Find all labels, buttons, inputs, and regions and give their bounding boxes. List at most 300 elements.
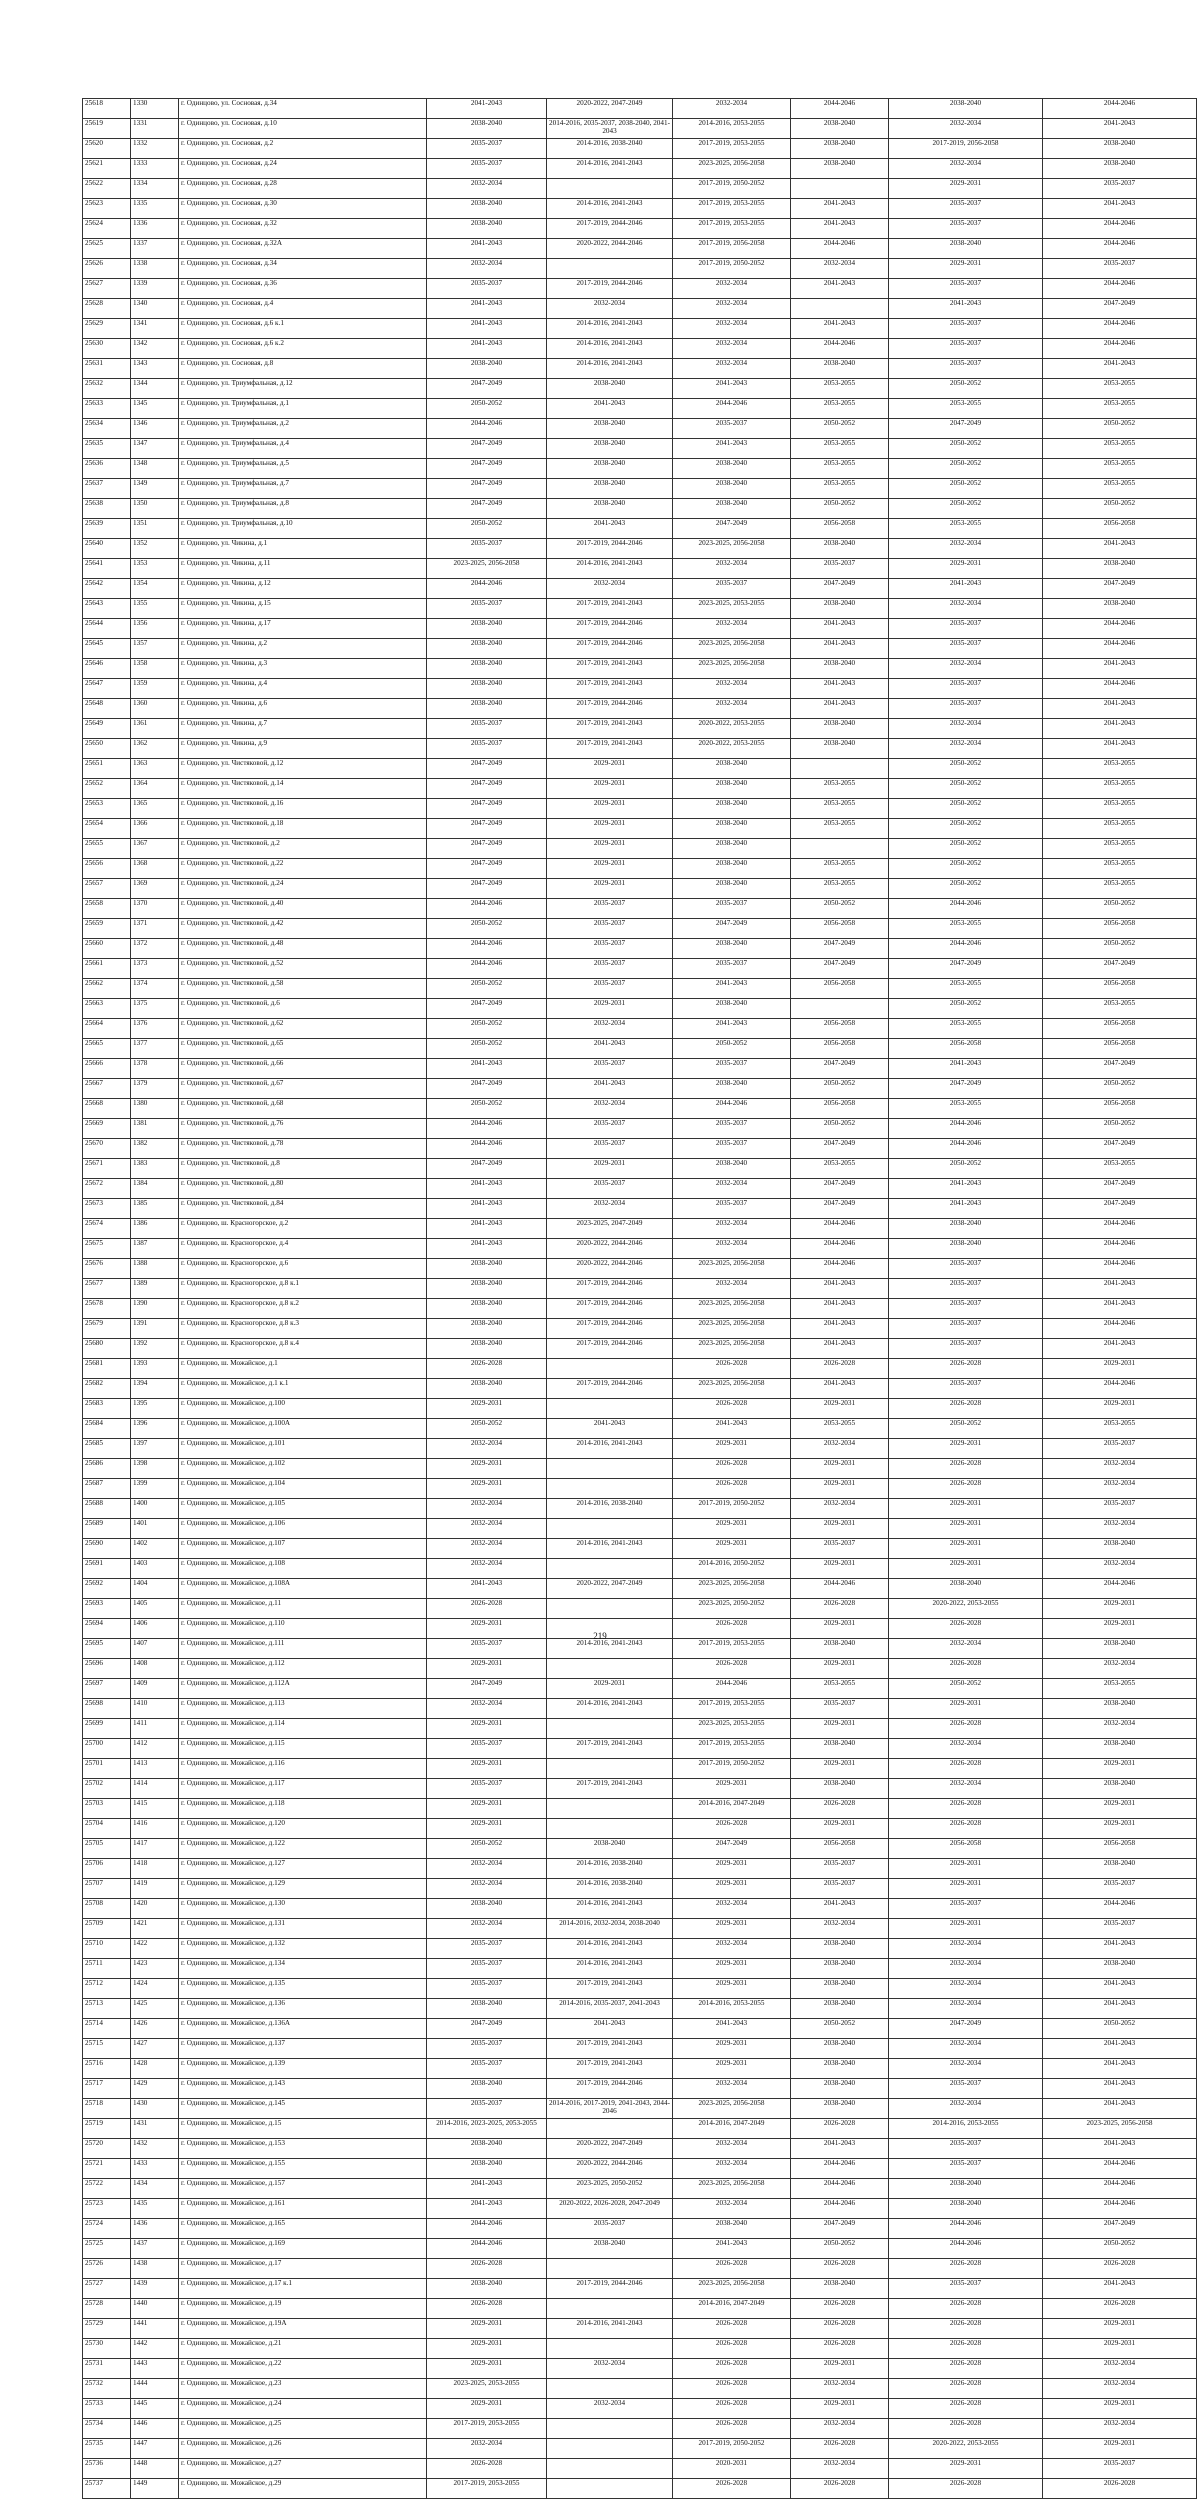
period-1-cell: 2050-2052	[427, 519, 547, 539]
period-5-cell: 2026-2028	[889, 2479, 1043, 2499]
table-row	[83, 459, 1197, 479]
period-4-cell: 2032-2034	[791, 259, 889, 279]
period-1-cell: 2041-2043	[427, 339, 547, 359]
object-id-cell: 1381	[131, 1119, 179, 1139]
period-1-cell: 2047-2049	[427, 879, 547, 899]
period-5-cell: 2026-2028	[889, 2319, 1043, 2339]
period-2-cell: 2035-2037	[547, 1059, 673, 1079]
address-cell: г. Одинцово, ул. Чистяковой, д.52	[179, 959, 427, 979]
period-6-cell: 2044-2046	[1043, 619, 1197, 639]
period-2-cell: 2029-2031	[547, 1159, 673, 1179]
period-5-cell: 2032-2034	[889, 719, 1043, 739]
period-6-cell: 2029-2031	[1043, 1799, 1197, 1819]
period-3-cell: 2023-2025, 2056-2058	[673, 639, 791, 659]
period-4-cell: 2050-2052	[791, 499, 889, 519]
period-3-cell: 2032-2034	[673, 299, 791, 319]
period-2-cell: 2014-2016, 2041-2043	[547, 159, 673, 179]
table-row	[83, 919, 1197, 939]
period-3-cell: 2017-2019, 2050-2052	[673, 259, 791, 279]
object-id-cell: 1395	[131, 1399, 179, 1419]
period-1-cell: 2038-2040	[427, 219, 547, 239]
period-3-cell: 2035-2037	[673, 899, 791, 919]
period-4-cell: 2047-2049	[791, 579, 889, 599]
period-4-cell: 2050-2052	[791, 1119, 889, 1139]
period-4-cell: 2026-2028	[791, 2259, 889, 2279]
period-2-cell: 2017-2019, 2041-2043	[547, 2039, 673, 2059]
table-row	[83, 1019, 1197, 1039]
object-id-cell: 1366	[131, 819, 179, 839]
object-id-cell: 1340	[131, 299, 179, 319]
object-id-cell: 1442	[131, 2339, 179, 2359]
address-cell: г. Одинцово, ул. Сосновая, д.24	[179, 159, 427, 179]
period-1-cell: 2035-2037	[427, 139, 547, 159]
period-1-cell: 2047-2049	[427, 839, 547, 859]
object-id-cell: 1444	[131, 2379, 179, 2399]
period-1-cell: 2038-2040	[427, 1259, 547, 1279]
table-row	[83, 2219, 1197, 2239]
period-1-cell: 2041-2043	[427, 1239, 547, 1259]
period-5-cell: 2044-2046	[889, 899, 1043, 919]
period-4-cell: 2032-2034	[791, 1439, 889, 1459]
period-3-cell: 2023-2025, 2056-2058	[673, 539, 791, 559]
period-1-cell: 2032-2034	[427, 1499, 547, 1519]
object-id-cell: 1380	[131, 1099, 179, 1119]
table-row	[83, 1859, 1197, 1879]
row-number-cell: 25729	[83, 2319, 131, 2339]
period-5-cell: 2026-2028	[889, 2359, 1043, 2379]
address-cell: г. Одинцово, ул. Чистяковой, д.80	[179, 1179, 427, 1199]
period-4-cell: 2038-2040	[791, 159, 889, 179]
period-1-cell: 2044-2046	[427, 959, 547, 979]
table-row	[83, 839, 1197, 859]
period-2-cell: 2029-2031	[547, 879, 673, 899]
period-6-cell: 2041-2043	[1043, 2139, 1197, 2159]
period-5-cell: 2029-2031	[889, 559, 1043, 579]
period-6-cell: 2041-2043	[1043, 2039, 1197, 2059]
object-id-cell: 1331	[131, 119, 179, 139]
period-5-cell: 2035-2037	[889, 2279, 1043, 2299]
table-row	[83, 739, 1197, 759]
period-4-cell	[791, 999, 889, 1019]
period-2-cell: 2029-2031	[547, 839, 673, 859]
period-1-cell: 2047-2049	[427, 779, 547, 799]
row-number-cell: 25639	[83, 519, 131, 539]
period-3-cell: 2047-2049	[673, 1839, 791, 1859]
period-4-cell: 2032-2034	[791, 1499, 889, 1519]
period-6-cell: 2038-2040	[1043, 159, 1197, 179]
period-1-cell: 2032-2034	[427, 1859, 547, 1879]
period-4-cell: 2047-2049	[791, 1139, 889, 1159]
period-4-cell: 2053-2055	[791, 379, 889, 399]
period-6-cell: 2044-2046	[1043, 239, 1197, 259]
period-6-cell: 2053-2055	[1043, 759, 1197, 779]
period-6-cell: 2041-2043	[1043, 739, 1197, 759]
period-5-cell: 2050-2052	[889, 439, 1043, 459]
period-2-cell	[547, 2379, 673, 2399]
address-cell: г. Одинцово, ш. Можайское, д.22	[179, 2359, 427, 2379]
period-3-cell: 2035-2037	[673, 579, 791, 599]
address-cell: г. Одинцово, ш. Красногорское, д.8 к.2	[179, 1299, 427, 1319]
period-6-cell: 2041-2043	[1043, 659, 1197, 679]
period-6-cell: 2050-2052	[1043, 2019, 1197, 2039]
row-number-cell: 25683	[83, 1399, 131, 1419]
period-1-cell: 2038-2040	[427, 2279, 547, 2299]
period-4-cell: 2029-2031	[791, 1519, 889, 1539]
address-cell: г. Одинцово, ул. Чистяковой, д.2	[179, 839, 427, 859]
period-2-cell: 2014-2016, 2041-2043	[547, 199, 673, 219]
period-5-cell: 2032-2034	[889, 1939, 1043, 1959]
period-2-cell: 2014-2016, 2035-2037, 2041-2043	[547, 1999, 673, 2019]
period-5-cell: 2032-2034	[889, 539, 1043, 559]
period-2-cell: 2029-2031	[547, 1679, 673, 1699]
row-number-cell: 25706	[83, 1859, 131, 1879]
period-6-cell: 2047-2049	[1043, 299, 1197, 319]
period-2-cell: 2014-2016, 2041-2043	[547, 2319, 673, 2339]
address-cell: г. Одинцово, ул. Чистяковой, д.42	[179, 919, 427, 939]
period-5-cell: 2050-2052	[889, 779, 1043, 799]
address-cell: г. Одинцово, ш. Можайское, д.113	[179, 1699, 427, 1719]
period-4-cell: 2044-2046	[791, 1259, 889, 1279]
row-number-cell: 25707	[83, 1879, 131, 1899]
table-row	[83, 1379, 1197, 1399]
period-4-cell: 2035-2037	[791, 559, 889, 579]
period-6-cell: 2038-2040	[1043, 1539, 1197, 1559]
object-id-cell: 1431	[131, 2119, 179, 2139]
table-row	[83, 1819, 1197, 1839]
schedule-table	[82, 98, 1197, 2499]
object-id-cell: 1335	[131, 199, 179, 219]
period-1-cell: 2044-2046	[427, 899, 547, 919]
row-number-cell: 25681	[83, 1359, 131, 1379]
object-id-cell: 1353	[131, 559, 179, 579]
row-number-cell: 25676	[83, 1259, 131, 1279]
period-4-cell: 2029-2031	[791, 1659, 889, 1679]
row-number-cell: 25700	[83, 1739, 131, 1759]
period-3-cell: 2014-2016, 2047-2049	[673, 2119, 791, 2139]
address-cell: г. Одинцово, ул. Чикина, д.2	[179, 639, 427, 659]
row-number-cell: 25704	[83, 1819, 131, 1839]
row-number-cell: 25644	[83, 619, 131, 639]
table-row	[83, 979, 1197, 999]
period-1-cell: 2038-2040	[427, 1279, 547, 1299]
period-6-cell: 2047-2049	[1043, 1199, 1197, 1219]
row-number-cell: 25684	[83, 1419, 131, 1439]
period-3-cell: 2038-2040	[673, 479, 791, 499]
object-id-cell: 1346	[131, 419, 179, 439]
row-number-cell: 25659	[83, 919, 131, 939]
period-2-cell	[547, 1399, 673, 1419]
period-2-cell: 2032-2034	[547, 579, 673, 599]
period-1-cell: 2038-2040	[427, 679, 547, 699]
period-5-cell: 2050-2052	[889, 839, 1043, 859]
period-5-cell: 2026-2028	[889, 1479, 1043, 1499]
period-3-cell: 2023-2025, 2056-2058	[673, 1339, 791, 1359]
period-5-cell: 2053-2055	[889, 979, 1043, 999]
period-1-cell: 2032-2034	[427, 1439, 547, 1459]
period-1-cell: 2032-2034	[427, 1879, 547, 1899]
period-1-cell: 2041-2043	[427, 1059, 547, 1079]
period-3-cell: 2047-2049	[673, 519, 791, 539]
period-6-cell: 2038-2040	[1043, 559, 1197, 579]
period-6-cell: 2047-2049	[1043, 1139, 1197, 1159]
period-4-cell: 2053-2055	[791, 399, 889, 419]
period-3-cell: 2023-2025, 2056-2058	[673, 1299, 791, 1319]
table-row	[83, 1399, 1197, 1419]
period-2-cell: 2041-2043	[547, 1419, 673, 1439]
address-cell: г. Одинцово, ул. Сосновая, д.34	[179, 259, 427, 279]
period-2-cell	[547, 1599, 673, 1619]
period-2-cell	[547, 1519, 673, 1539]
period-3-cell: 2032-2034	[673, 559, 791, 579]
period-5-cell: 2026-2028	[889, 2259, 1043, 2279]
address-cell: г. Одинцово, ш. Можайское, д.108А	[179, 1579, 427, 1599]
period-2-cell: 2035-2037	[547, 1179, 673, 1199]
period-2-cell: 2038-2040	[547, 379, 673, 399]
period-6-cell: 2044-2046	[1043, 279, 1197, 299]
period-2-cell: 2032-2034	[547, 1099, 673, 1119]
period-6-cell: 2041-2043	[1043, 2059, 1197, 2079]
table-row	[83, 2099, 1197, 2119]
period-5-cell: 2038-2040	[889, 239, 1043, 259]
object-id-cell: 1397	[131, 1439, 179, 1459]
period-6-cell: 2041-2043	[1043, 1299, 1197, 1319]
period-3-cell: 2023-2025, 2056-2058	[673, 2279, 791, 2299]
period-6-cell: 2053-2055	[1043, 859, 1197, 879]
address-cell: г. Одинцово, ш. Можайское, д.143	[179, 2079, 427, 2099]
period-3-cell: 2035-2037	[673, 419, 791, 439]
row-number-cell: 25623	[83, 199, 131, 219]
period-5-cell: 2041-2043	[889, 579, 1043, 599]
period-3-cell: 2014-2016, 2053-2055	[673, 119, 791, 139]
period-1-cell: 2023-2025, 2056-2058	[427, 559, 547, 579]
period-5-cell: 2032-2034	[889, 2059, 1043, 2079]
address-cell: г. Одинцово, ул. Чистяковой, д.40	[179, 899, 427, 919]
period-6-cell: 2038-2040	[1043, 1959, 1197, 1979]
period-2-cell: 2038-2040	[547, 479, 673, 499]
period-2-cell	[547, 2259, 673, 2279]
object-id-cell: 1341	[131, 319, 179, 339]
period-1-cell: 2044-2046	[427, 1119, 547, 1139]
table-row	[83, 1719, 1197, 1739]
period-1-cell: 2014-2016, 2023-2025, 2053-2055	[427, 2119, 547, 2139]
period-6-cell: 2035-2037	[1043, 259, 1197, 279]
address-cell: г. Одинцово, ш. Можайское, д.169	[179, 2239, 427, 2259]
period-6-cell: 2038-2040	[1043, 1739, 1197, 1759]
row-number-cell: 25713	[83, 1999, 131, 2019]
table-row	[83, 2439, 1197, 2459]
object-id-cell: 1410	[131, 1699, 179, 1719]
period-1-cell: 2050-2052	[427, 399, 547, 419]
period-2-cell: 2014-2016, 2032-2034, 2038-2040	[547, 1919, 673, 1939]
address-cell: г. Одинцово, ул. Чикина, д.3	[179, 659, 427, 679]
period-4-cell: 2044-2046	[791, 2179, 889, 2199]
period-2-cell: 2041-2043	[547, 1079, 673, 1099]
row-number-cell: 25728	[83, 2299, 131, 2319]
period-4-cell: 2038-2040	[791, 139, 889, 159]
object-id-cell: 1428	[131, 2059, 179, 2079]
address-cell: г. Одинцово, ул. Триумфальная, д.4	[179, 439, 427, 459]
address-cell: г. Одинцово, ул. Чикина, д.6	[179, 699, 427, 719]
object-id-cell: 1383	[131, 1159, 179, 1179]
address-cell: г. Одинцово, ул. Чистяковой, д.84	[179, 1199, 427, 1219]
address-cell: г. Одинцово, ул. Чикина, д.1	[179, 539, 427, 559]
object-id-cell: 1369	[131, 879, 179, 899]
table-row	[83, 1479, 1197, 1499]
period-2-cell	[547, 2299, 673, 2319]
address-cell: г. Одинцово, ш. Можайское, д.15	[179, 2119, 427, 2139]
period-3-cell: 2026-2028	[673, 1459, 791, 1479]
address-cell: г. Одинцово, ул. Чистяковой, д.24	[179, 879, 427, 899]
period-6-cell: 2044-2046	[1043, 2179, 1197, 2199]
period-1-cell: 2044-2046	[427, 2219, 547, 2239]
period-5-cell: 2038-2040	[889, 1239, 1043, 1259]
object-id-cell: 1385	[131, 1199, 179, 1219]
period-4-cell: 2029-2031	[791, 1399, 889, 1419]
period-2-cell	[547, 2459, 673, 2479]
address-cell: г. Одинцово, ш. Можайское, д.132	[179, 1939, 427, 1959]
period-3-cell: 2026-2028	[673, 2259, 791, 2279]
object-id-cell: 1424	[131, 1979, 179, 1999]
period-3-cell: 2026-2028	[673, 1819, 791, 1839]
row-number-cell: 25723	[83, 2199, 131, 2219]
period-1-cell: 2050-2052	[427, 1039, 547, 1059]
period-2-cell: 2014-2016, 2041-2043	[547, 1639, 673, 1659]
period-2-cell: 2029-2031	[547, 799, 673, 819]
period-5-cell: 2032-2034	[889, 1999, 1043, 2019]
period-5-cell: 2029-2031	[889, 1499, 1043, 1519]
period-6-cell: 2056-2058	[1043, 1839, 1197, 1859]
period-2-cell	[547, 179, 673, 199]
period-5-cell: 2035-2037	[889, 1379, 1043, 1399]
period-5-cell: 2032-2034	[889, 1779, 1043, 1799]
period-6-cell: 2041-2043	[1043, 1339, 1197, 1359]
period-5-cell: 2032-2034	[889, 659, 1043, 679]
period-1-cell: 2029-2031	[427, 1659, 547, 1679]
row-number-cell: 25628	[83, 299, 131, 319]
period-3-cell: 2032-2034	[673, 279, 791, 299]
table-row	[83, 259, 1197, 279]
period-3-cell: 2017-2019, 2050-2052	[673, 179, 791, 199]
period-1-cell: 2026-2028	[427, 1599, 547, 1619]
period-6-cell: 2044-2046	[1043, 639, 1197, 659]
period-1-cell: 2035-2037	[427, 159, 547, 179]
period-1-cell: 2035-2037	[427, 1739, 547, 1759]
period-3-cell: 2035-2037	[673, 959, 791, 979]
address-cell: г. Одинцово, ул. Сосновая, д.8	[179, 359, 427, 379]
period-4-cell	[791, 759, 889, 779]
period-1-cell: 2035-2037	[427, 1959, 547, 1979]
table-row	[83, 679, 1197, 699]
address-cell: г. Одинцово, ул. Триумфальная, д.10	[179, 519, 427, 539]
period-5-cell: 2029-2031	[889, 1539, 1043, 1559]
period-3-cell: 2026-2028	[673, 1479, 791, 1499]
period-4-cell: 2056-2058	[791, 1039, 889, 1059]
period-5-cell: 2035-2037	[889, 2139, 1043, 2159]
table-row	[83, 1299, 1197, 1319]
period-6-cell: 2038-2040	[1043, 139, 1197, 159]
row-number-cell: 25640	[83, 539, 131, 559]
period-3-cell: 2044-2046	[673, 399, 791, 419]
row-number-cell: 25719	[83, 2119, 131, 2139]
row-number-cell: 25671	[83, 1159, 131, 1179]
period-6-cell: 2044-2046	[1043, 319, 1197, 339]
period-6-cell: 2041-2043	[1043, 1999, 1197, 2019]
object-id-cell: 1370	[131, 899, 179, 919]
address-cell: г. Одинцово, ш. Красногорское, д.6	[179, 1259, 427, 1279]
period-3-cell: 2026-2028	[673, 2379, 791, 2399]
period-2-cell: 2014-2016, 2041-2043	[547, 1439, 673, 1459]
row-number-cell: 25678	[83, 1299, 131, 1319]
period-6-cell: 2044-2046	[1043, 1579, 1197, 1599]
period-6-cell: 2053-2055	[1043, 879, 1197, 899]
period-1-cell: 2038-2040	[427, 119, 547, 139]
period-5-cell: 2029-2031	[889, 2459, 1043, 2479]
address-cell: г. Одинцово, ш. Можайское, д.24	[179, 2399, 427, 2419]
period-6-cell: 2038-2040	[1043, 1639, 1197, 1659]
period-1-cell: 2050-2052	[427, 1019, 547, 1039]
period-3-cell: 2023-2025, 2056-2058	[673, 1379, 791, 1399]
period-5-cell: 2026-2028	[889, 2339, 1043, 2359]
table-row	[83, 1779, 1197, 1799]
period-5-cell: 2044-2046	[889, 939, 1043, 959]
object-id-cell: 1372	[131, 939, 179, 959]
object-id-cell: 1343	[131, 359, 179, 379]
period-4-cell: 2026-2028	[791, 2479, 889, 2499]
period-6-cell: 2032-2034	[1043, 1559, 1197, 1579]
period-3-cell: 2017-2019, 2050-2052	[673, 1759, 791, 1779]
address-cell: г. Одинцово, ш. Можайское, д.122	[179, 1839, 427, 1859]
period-4-cell: 2029-2031	[791, 1759, 889, 1779]
object-id-cell: 1392	[131, 1339, 179, 1359]
period-2-cell: 2017-2019, 2044-2046	[547, 699, 673, 719]
table-row	[83, 719, 1197, 739]
period-2-cell: 2032-2034	[547, 1019, 673, 1039]
period-4-cell: 2047-2049	[791, 1059, 889, 1079]
period-3-cell: 2026-2028	[673, 1399, 791, 1419]
address-cell: г. Одинцово, ул. Чистяковой, д.78	[179, 1139, 427, 1159]
table-row	[83, 1839, 1197, 1859]
period-4-cell: 2041-2043	[791, 699, 889, 719]
address-cell: г. Одинцово, ш. Можайское, д.116	[179, 1759, 427, 1779]
address-cell: г. Одинцово, ш. Красногорское, д.4	[179, 1239, 427, 1259]
period-1-cell: 2038-2040	[427, 1319, 547, 1339]
period-4-cell: 2044-2046	[791, 2199, 889, 2219]
period-5-cell: 2032-2034	[889, 159, 1043, 179]
period-1-cell: 2050-2052	[427, 979, 547, 999]
period-5-cell: 2026-2028	[889, 2399, 1043, 2419]
table-row	[83, 2059, 1197, 2079]
period-4-cell: 2041-2043	[791, 2139, 889, 2159]
object-id-cell: 1365	[131, 799, 179, 819]
address-cell: г. Одинцово, ш. Можайское, д.129	[179, 1879, 427, 1899]
period-3-cell: 2023-2025, 2053-2055	[673, 1719, 791, 1739]
table-row	[83, 2159, 1197, 2179]
period-4-cell: 2038-2040	[791, 739, 889, 759]
period-2-cell: 2020-2022, 2044-2046	[547, 1259, 673, 1279]
period-3-cell: 2029-2031	[673, 1979, 791, 1999]
address-cell: г. Одинцово, ул. Чистяковой, д.16	[179, 799, 427, 819]
table-row	[83, 1339, 1197, 1359]
table-row	[83, 1999, 1197, 2019]
period-6-cell: 2035-2037	[1043, 1879, 1197, 1899]
period-6-cell: 2038-2040	[1043, 1779, 1197, 1799]
period-6-cell: 2053-2055	[1043, 839, 1197, 859]
period-1-cell: 2041-2043	[427, 1199, 547, 1219]
row-number-cell: 25621	[83, 159, 131, 179]
object-id-cell: 1348	[131, 459, 179, 479]
period-4-cell: 2044-2046	[791, 239, 889, 259]
period-6-cell: 2041-2043	[1043, 2099, 1197, 2119]
